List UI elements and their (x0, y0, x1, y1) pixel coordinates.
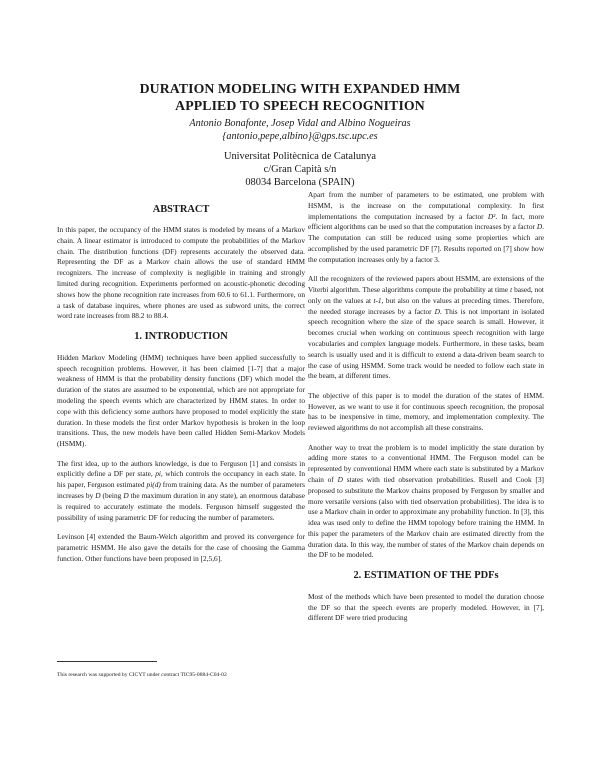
right-paragraph-3: The objective of this paper is to model the duration of the states of HMM. However, as we want to use it for continuous speech recognition, the proposal has to be inexpensive in time, memory, and implementation complexity. The reviewed algorithms do not accomplish all these constrains. (308, 390, 544, 433)
intro-paragraph-3: Levinson [4] extended the Baum-Welch algorithm and proved its convergence for parametric HSMM. He also gave the details for the case of choosing the Gamma function. Other functions have been proposed in [2,5,6]. (57, 531, 305, 563)
affiliation-line-1: Universitat Politècnica de Catalunya (223, 151, 377, 162)
right-p4-text-a: Another way to treat the problem is to model implicitly the state duration by adding more states to a conventional HMM. The Ferguson model can be represented by conventional HMM where each state is substituted by a Markov chain of (308, 442, 544, 484)
intro-paragraph-1: Hidden Markov Modeling (HMM) techniques have been applied successfully to speech recognition problems. However, it has been claimed [1-7] that a major weakness of HMM is that the probability density functions (DF) which model the duration of the states are assumed to be exponential, which are not appropriate for modeling the speech events which are characterized by HMM states. In order to cope with this deficiency some authors have proposed to model explicitly the state duration. In these models the first order Markov hypothesis is broken in the loop transitions. Thus, the new models have been called Hidden Semi-Markov Models (HSMM). (57, 352, 305, 449)
author-emails: {antonio,pepe,albino}@gps.tsc.upc.es (222, 131, 378, 142)
right-paragraph-2 (308, 274, 544, 382)
intro-heading: 1. INTRODUCTION (134, 330, 228, 342)
title-line-1: DURATION MODELING WITH EXPANDED HMM (139, 81, 461, 96)
author-names: Antonio Bonafonte, Josep Vidal and Albino Nogueiras (189, 118, 411, 129)
author-block (60, 117, 540, 143)
intro-p2-text-i: the maximum duration in any state), an enormous database is required to accurately estimate the models. Ferguson himself suggested the possibility of using parametric DF for reducing the number of parameters. (57, 490, 305, 522)
footnote-divider (57, 661, 157, 662)
intro-p2-text-c: , which controls the occupancy in each state. In his paper, Ferguson estimated (57, 469, 305, 490)
right-column (308, 190, 544, 633)
right-p2-math-t1: t-1 (373, 295, 382, 305)
right-paragraph-4 (308, 443, 544, 562)
intro-p2-math-d1: D (95, 490, 101, 500)
right-p4-text-c: states with tied observation probabilities. Rusell and Cook [3] proposed to substitute the Markov chains proposed by Ferguson by smaller and more versatile versions (also with tied observation probabilities). The idea is to use a Markov chain in order to approximate any probability function. In [3], this idea was used only to define the HMM topology before training the HMM. In this paper the parameters of the Markov chain are estimated directly from the duration data. In this way, the number of states of the Markov chain depends on the DF to be modeled. (308, 474, 544, 560)
right-paragraph-1 (308, 190, 544, 266)
affiliation-line-3: 08034 Barcelona (SPAIN) (245, 177, 355, 188)
affiliation-block (60, 150, 540, 189)
intro-p2-math-pi: pi (155, 469, 161, 479)
affiliation-line-2: c/Gran Capità s/n (263, 164, 337, 175)
title-line-2: APPLIED TO SPEECH RECOGNITION (175, 98, 425, 113)
right-paragraph-5: Most of the methods which have been presented to model the duration choose the DF so that the speech events are properly modeled. However, in [7], different DF were tried producing (308, 591, 544, 623)
left-column (57, 196, 305, 573)
intro-p2-text-g: (being (100, 490, 124, 500)
footnote: This research was supported by CICYT under contract TIC95-0884-C04-02 (57, 672, 227, 678)
right-p1-math-d2: D² (487, 211, 496, 221)
right-p4-math-d: D (337, 474, 343, 484)
right-p2-math-d: D (434, 306, 440, 316)
right-p2-text-a: All the recognizers of the reviewed papers about HSMM, are extensions of the Viterbi algorithm. These algorithms compute the probability at time (308, 274, 544, 294)
right-p2-text-e: , but also on the values at preceding times. Therefore, the needed storage increases by a factor (308, 295, 544, 316)
right-p2-math-t: t (510, 284, 513, 294)
intro-p2-math-d2: D (123, 490, 129, 500)
right-p1-math-d: D (536, 222, 543, 232)
right-p2-text-c: based, not only on the values at (308, 284, 544, 305)
intro-p2-math-pid: pi(d) (146, 480, 161, 490)
abstract-paragraph: In this paper, the occupancy of the HMM states is modeled by means of a Markov chain. A linear estimator is introduced to compute the probabilities of the Markov chain. The distribution functions (DF) represents accurately the observed data. Representing the DF as a Markov chain allows the use of standard HMM recognizers. The increase of complexity is negligible in training and strongly limited during recognition. Experiments performed on acoustic-phonetic decoding shows how the phone recognition rate increases from 60.6 to 61.1. Furthermore, on a task of database inquires, where phones are used as subword units, the correct word rate increases from 88.2 to 88.4. (57, 225, 305, 321)
intro-paragraph-2 (57, 459, 305, 524)
intro-p2-text-e: from training data. As the number of parameters increases by (57, 480, 305, 500)
abstract-heading: ABSTRACT (152, 204, 210, 215)
paper-title (60, 80, 540, 114)
right-p1-text-c: . In fact, more efficient algorithms can be used so that the computation increases by a factor (308, 211, 544, 232)
intro-p2-text-a: The first idea, up to the authors knowledge, is due to Ferguson [1] and consists in explicitly define a DF per state, (57, 458, 305, 479)
right-p1-text-a: Apart from the number of parameters to be estimated, one problem with HSMM, is the increase on the computational complexity. In first implementations the computation increased by a factor (308, 190, 544, 221)
right-p1-text-e: . The computation can still be reduced using some propierties which are accomplished by the used parametric DF [7]. Results reported on [7] show how the computation increases only by a factor 3. (308, 222, 544, 264)
right-p2-text-g: . This is not important in isolated speech recognition where the size of the space search is small. However, it becomes crucial when working on continuous speech recognition with large vocabularies and complex language models. Furthermore, in these tasks, beam search is usually used and it is difficult to extend a data-driven beam search to the case of using HSMM. Some track would be needed to follow each state in the beam, at different times. (308, 306, 545, 381)
estimation-heading: 2. ESTIMATION OF THE PDFs (353, 569, 499, 581)
